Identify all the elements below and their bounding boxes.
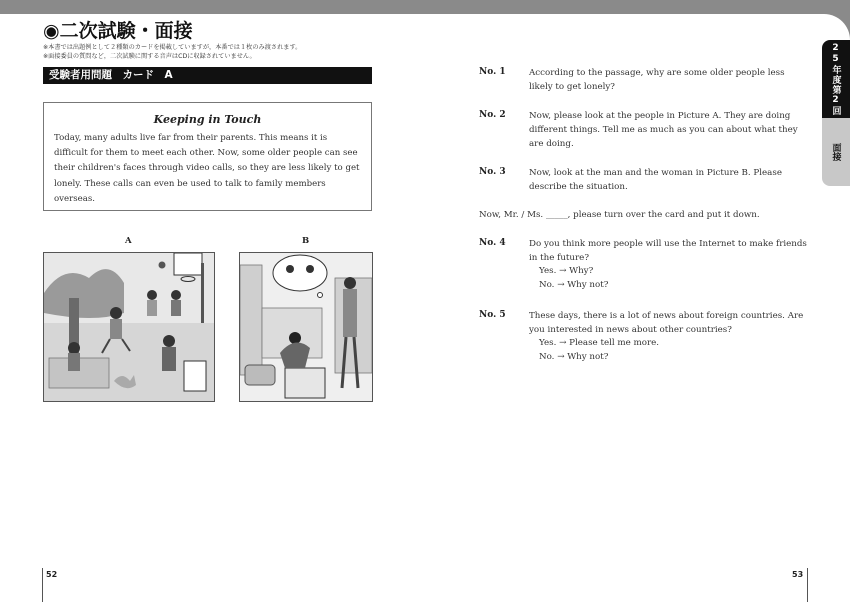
thought-bubble — [273, 255, 327, 291]
passage-box — [43, 102, 372, 211]
trash-bin — [184, 361, 206, 391]
man — [343, 289, 357, 337]
passage-text: Today, many adults live far from their parents. This means it is difficult for them to meet each other. Now, some older people can see their children's faces through video calls, so they are less likely to get lonely. These calls can even be used to talk to family members overseas. — [54, 133, 360, 204]
question-5-no: No. → Why not? — [539, 352, 609, 362]
page-title: ◉二次試験・面接 — [43, 20, 193, 42]
basketball-backboard — [174, 253, 202, 275]
card-instruction: Now, Mr. / Ms. _____, please turn over the card and put it down. — [479, 210, 760, 220]
picture-b — [239, 252, 373, 402]
question-2-number: No. 2 — [479, 110, 506, 120]
park-illustration — [44, 253, 214, 401]
question-4-number: No. 4 — [479, 238, 506, 248]
section-tab-label: 面接 — [830, 143, 841, 161]
question-4-text: Do you think more people will use the Internet to make friends in the future? — [529, 239, 807, 264]
exam-session-label: 25年度第2回 — [830, 42, 841, 116]
question-4-yes: Yes. → Why? — [539, 266, 594, 276]
question-4-no: No. → Why not? — [539, 280, 609, 290]
delivery-illustration — [240, 253, 372, 401]
picture-b-label: B — [302, 236, 310, 246]
question-5-text: These days, there is a lot of news about foreign countries. Are you interested in news about other countries? — [529, 311, 804, 336]
question-3-number: No. 3 — [479, 167, 506, 177]
card-heading: 受験者用問題 カード A — [43, 67, 372, 84]
exam-session-tab[interactable] — [822, 40, 850, 118]
building-left — [240, 265, 262, 375]
question-3-text: Now, look at the man and the woman in Picture B. Please describe the situation. — [529, 168, 782, 193]
question-5-number: No. 5 — [479, 310, 506, 320]
question-1-text: According to the passage, why are some older people less likely to get lonely? — [529, 68, 785, 93]
section-tab[interactable] — [822, 118, 850, 186]
question-2-text: Now, please look at the people in Picture A. They are doing different things. Tell me as much as you can about what they are doing. — [529, 111, 798, 150]
picture-a — [43, 252, 215, 402]
note-1: ※本書では出題例として２種類のカードを掲載していますが，本番では１枚のみ渡されます。 — [43, 44, 302, 51]
basketball — [159, 262, 166, 269]
car — [245, 365, 275, 385]
top-bar-left — [0, 0, 425, 14]
question-5-yes: Yes. → Please tell me more. — [539, 338, 660, 348]
passage-title: Keeping in Touch — [153, 113, 262, 126]
cardboard-box — [285, 368, 325, 398]
page-number-right: 53 — [792, 570, 804, 579]
note-2: ※面接委員の質問など，二次試験に関する音声はCDに収録されていません。 — [43, 53, 256, 60]
picture-a-label: A — [125, 236, 132, 246]
question-1-number: No. 1 — [479, 67, 506, 77]
page-number-left: 52 — [46, 570, 58, 579]
top-bar-right — [425, 0, 820, 14]
